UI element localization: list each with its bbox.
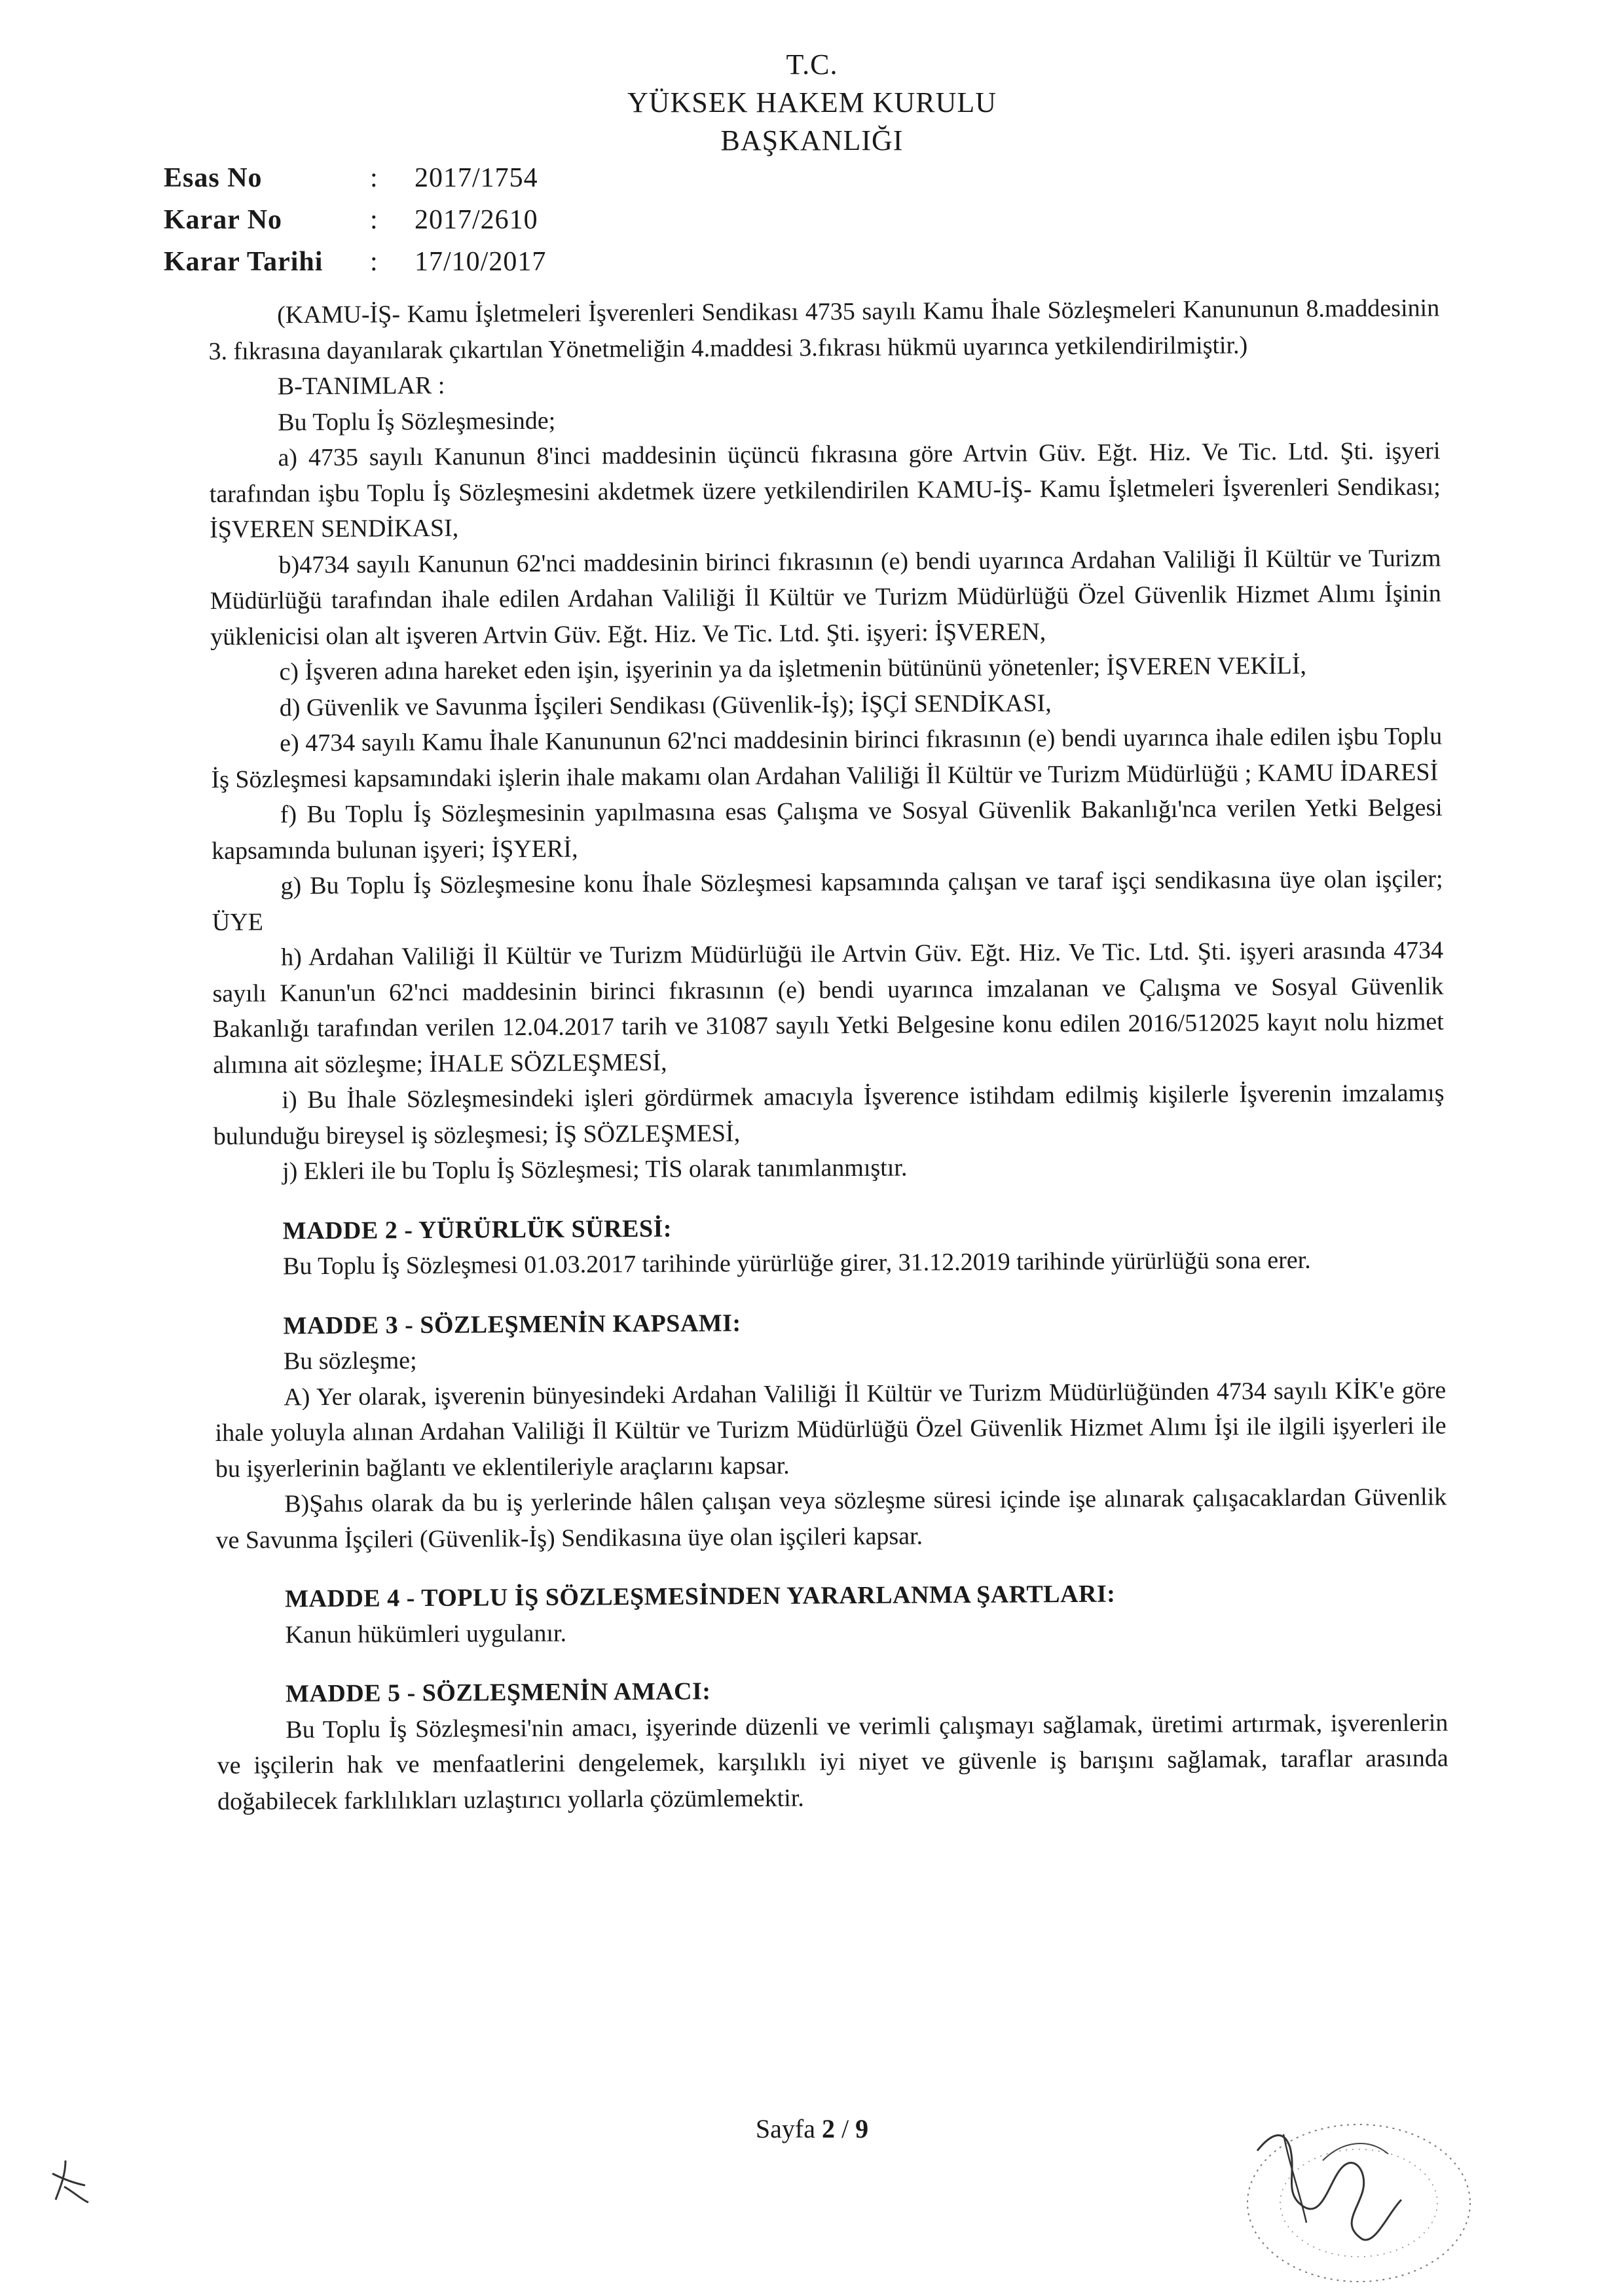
meta-value: 17/10/2017 bbox=[415, 247, 547, 277]
article-4-text: Kanun hükümleri uygulanır. bbox=[285, 1619, 567, 1649]
article-3-title: MADDE 3 - SÖZLEŞMENİN KAPSAMI: bbox=[283, 1309, 741, 1339]
meta-label: Karar No bbox=[164, 205, 283, 235]
page-number-total: 9 bbox=[855, 2114, 869, 2143]
article-4-title: MADDE 4 - TOPLU İŞ SÖZLEŞMESİNDEN YARARLANMA ŞARTLARI: bbox=[285, 1580, 1116, 1613]
document-body bbox=[208, 291, 1449, 1819]
signature-stamp bbox=[1192, 2115, 1500, 2291]
definition-item: i) Bu İhale Sözleşmesindeki işleri gördürmek amacıyla İşverence istihdam edilmiş kişilerle İşverenin imzalamış bulunduğu bireysel iş sözleşmesi; İŞ SÖZLEŞMESİ, bbox=[213, 1079, 1445, 1150]
page-number-prefix: Sayfa bbox=[755, 2114, 822, 2143]
meta-separator: : bbox=[370, 205, 378, 235]
article-5-title: MADDE 5 - SÖZLEŞMENİN AMACI: bbox=[285, 1677, 711, 1708]
meta-row-karar-tarihi bbox=[164, 246, 546, 288]
page-number-current: 2 bbox=[821, 2114, 835, 2143]
intro-paragraph: (KAMU-İŞ- Kamu İşletmeleri İşverenleri Sendikası 4735 sayılı Kamu İhale Sözleşmeleri Kanununun 8.maddesinin 3. fıkrasına dayanılarak çıkartılan Yönetmeliğin 4.maddesi 3.fıkrası hükmü uyarınca yetkilendirilmiştir.) bbox=[208, 294, 1440, 365]
meta-label: Karar Tarihi bbox=[164, 247, 323, 277]
definition-item: j) Ekleri ile bu Toplu İş Sözleşmesi; TİS olarak tanımlanmıştır. bbox=[282, 1154, 908, 1186]
definitions-title: B-TANIMLAR : bbox=[277, 371, 445, 401]
definition-item: e) 4734 sayılı Kamu İhale Kanununun 62'nci maddesinin birinci fıkrasının (e) bendi uyarınca ihale edilen işbu Toplu İş Sözleşmesi kapsamındaki işlerin ihale makamı olan Ardahan Valiliği İl Kültür ve Turizm Müdürlüğü ; KAMU İDARESİ bbox=[211, 722, 1443, 793]
case-metadata bbox=[164, 162, 546, 288]
meta-row-esas bbox=[164, 162, 546, 204]
meta-separator: : bbox=[370, 247, 378, 277]
article-2-title: MADDE 2 - YÜRÜRLÜK SÜRESİ: bbox=[282, 1214, 673, 1245]
meta-value: 2017/2610 bbox=[415, 205, 538, 235]
definition-item: g) Bu Toplu İş Sözleşmesine konu İhale Sözleşmesi kapsamında çalışan ve taraf işçi sendikasına üye olan işçiler; ÜYE bbox=[212, 865, 1443, 936]
header-tc: T.C. bbox=[786, 48, 838, 81]
definition-item: b)4734 sayılı Kanunun 62'nci maddesinin birinci fıkrasının (e) bendi uyarınca Ardahan Valiliği İl Kültür ve Turizm Müdürlüğü tarafından ihale edilen Ardahan Valiliği İl Kültür ve Turizm Müdürlüğü Özel Güvenlik Hizmet Alımı İşinin yüklenicisi olan alt işveren Artvin Güv. Eğt. Hiz. Ve Tic. Ltd. Şti. işyeri: İŞVEREN, bbox=[210, 544, 1441, 651]
article-3-item-b: B)Şahıs olarak da bu iş yerlerinde hâlen çalışan veya sözleşme süresi içinde işe alınarak çalışacaklardan Güvenlik ve Savunma İşçileri (Güvenlik-İş) Sendikasına üye olan işçileri kapsar. bbox=[215, 1483, 1447, 1554]
meta-value: 2017/1754 bbox=[415, 163, 538, 193]
definitions-lead: Bu Toplu İş Sözleşmesinde; bbox=[278, 407, 556, 436]
institution-header bbox=[0, 46, 1624, 160]
meta-row-karar bbox=[164, 204, 546, 246]
meta-label: Esas No bbox=[164, 163, 263, 193]
definition-item: h) Ardahan Valiliği İl Kültür ve Turizm Müdürlüğü ile Artvin Güv. Eğt. Hiz. Ve Tic. Ltd. Şti. işyeri arasında 4734 sayılı Kanun'un 62'nci maddesinin birinci fıkrasının (e) bendi uyarınca imzalanan ve Çalışma ve Sosyal Güvenlik Bakanlığı tarafından verilen 12.04.2017 tarih ve 31087 sayılı Yetki Belgesine konu edilen 2016/512025 kayıt nolu hizmet alımına ait sözleşme; İHALE SÖZLEŞMESİ, bbox=[212, 936, 1444, 1079]
margin-initial-mark bbox=[46, 2154, 98, 2206]
article-3-lead: Bu sözleşme; bbox=[283, 1347, 417, 1376]
definition-item: f) Bu Toplu İş Sözleşmesinin yapılmasına esas Çalışma ve Sosyal Güvenlik Bakanlığı'nca verilen Yetki Belgesi kapsamında bulunan işyeri; İŞYERİ, bbox=[212, 793, 1443, 865]
header-presidency: BAŞKANLIĞI bbox=[720, 124, 904, 156]
article-2-text: Bu Toplu İş Sözleşmesi 01.03.2017 tarihinde yürürlüğe girer, 31.12.2019 tarihinde yürürlüğü sona erer. bbox=[282, 1246, 1311, 1281]
page-number-separator: / bbox=[834, 2114, 856, 2143]
definition-item: a) 4735 sayılı Kanunun 8'inci maddesinin üçüncü fıkrasına göre Artvin Güv. Eğt. Hiz. Ve Tic. Ltd. Şti. işyeri tarafından işbu Toplu İş Sözleşmesini akdetmek üzere yetkilendirilen KAMU-İŞ- Kamu İşletmeleri İşverenleri Sendikası; İŞVEREN SENDİKASI, bbox=[209, 437, 1441, 543]
meta-separator: : bbox=[370, 163, 378, 193]
definition-item: d) Güvenlik ve Savunma İşçileri Sendikası (Güvenlik-İş); İŞÇİ SENDİKASI, bbox=[279, 689, 1052, 721]
definition-item: c) İşveren adına hareket eden işin, işyerinin ya da işletmenin bütününü yönetenler; İŞVEREN VEKİLİ, bbox=[279, 651, 1307, 686]
header-institution: YÜKSEK HAKEM KURULU bbox=[627, 86, 997, 118]
article-5-text: Bu Toplu İş Sözleşmesi'nin amacı, işyerinde düzenli ve verimli çalışmayı sağlamak, üretimi artırmak, işverenlerin ve işçilerin hak ve menfaatlerini dengelemek, karşılıklı iyi niyet ve güvenle iş barışını sağlamak, taraflar arasında doğabilecek farklılıkları uzlaştırıcı yollarla çözümlemektir. bbox=[217, 1708, 1449, 1815]
article-3-item-a: A) Yer olarak, işverenin bünyesindeki Ardahan Valiliği İl Kültür ve Turizm Müdürlüğünden 4734 sayılı KİK'e göre ihale yoluyla alınan Ardahan Valiliği İl Kültür ve Turizm Müdürlüğü Özel Güvenlik Hizmet Alımı İşi ile ilgili işyerleri ile bu işyerlerinin bağlantı ve eklentileriyle araçlarını kapsar. bbox=[215, 1376, 1447, 1483]
